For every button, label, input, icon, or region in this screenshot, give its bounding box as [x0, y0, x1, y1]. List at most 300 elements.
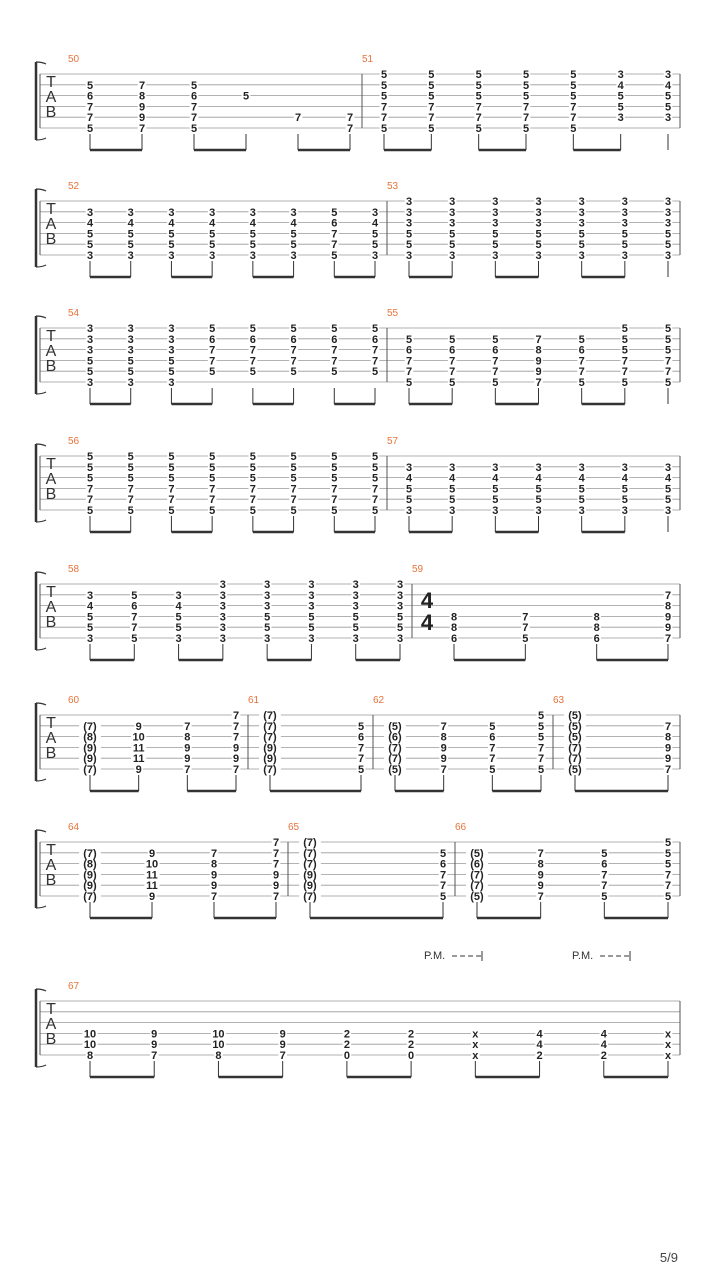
- fret-number: 3: [371, 250, 379, 262]
- fret-number: 4: [371, 217, 379, 230]
- fret-number: 3: [168, 333, 175, 346]
- fret-number: 3: [535, 461, 542, 474]
- fret-number: 5: [331, 461, 338, 474]
- fret-number: 5: [449, 377, 456, 389]
- fret-number: 3: [371, 206, 379, 219]
- fret-number: 3: [168, 250, 175, 262]
- fret-number: 4: [492, 472, 499, 485]
- fret-number: 5: [449, 239, 456, 252]
- fret-number: 3: [219, 600, 226, 613]
- fret-number: 5: [405, 228, 413, 241]
- fret-number: 7: [346, 123, 354, 135]
- fret-number: 5: [570, 90, 577, 103]
- fret-number: 9: [184, 742, 191, 755]
- fret-number: 3: [664, 217, 672, 230]
- fret-number: 5: [249, 366, 256, 379]
- fret-number: 8: [664, 600, 672, 613]
- fret-number: (7): [303, 837, 317, 849]
- fret-number: 9: [535, 366, 542, 379]
- fret-number: (5): [388, 764, 402, 776]
- fret-number: (9): [83, 742, 97, 755]
- fret-number: 5: [357, 764, 365, 776]
- tab-clef-letter: T: [46, 584, 56, 601]
- fret-number: 3: [621, 505, 628, 517]
- system-bracket: [36, 779, 46, 781]
- system-bracket: [36, 906, 46, 908]
- fret-number: 3: [492, 196, 499, 208]
- fret-number: (7): [568, 742, 582, 755]
- fret-number: 3: [168, 377, 175, 389]
- fret-number: 6: [371, 333, 379, 346]
- fret-number: 9: [272, 869, 280, 882]
- tab-clef-letter: A: [45, 216, 57, 233]
- fret-number: 8: [537, 858, 544, 871]
- fret-number: 5: [664, 101, 672, 114]
- fret-number: 5: [290, 239, 297, 252]
- fret-number: 3: [492, 505, 499, 517]
- fret-number: 6: [601, 858, 608, 871]
- fret-number: 6: [593, 633, 600, 645]
- fret-number: 4: [536, 1028, 543, 1041]
- fret-number: 7: [664, 589, 672, 602]
- fret-number: 3: [492, 250, 499, 262]
- fret-number: 5: [405, 239, 413, 252]
- fret-number: (7): [388, 742, 402, 755]
- fret-number: (5): [568, 731, 582, 744]
- fret-number: (7): [263, 720, 277, 733]
- fret-number: 3: [664, 206, 672, 219]
- fret-number: 5: [664, 377, 672, 389]
- fret-number: 3: [664, 505, 672, 517]
- fret-number: 8: [440, 731, 447, 744]
- system-bracket: [36, 703, 46, 705]
- fret-number: 7: [380, 101, 388, 114]
- fret-number: 7: [249, 494, 256, 507]
- fret-number: 5: [537, 764, 545, 776]
- fret-number: (5): [568, 764, 582, 776]
- fret-number: 5: [664, 228, 672, 241]
- fret-number: 5: [428, 69, 435, 81]
- fret-number: (6): [470, 858, 484, 871]
- fret-number: 11: [132, 742, 145, 755]
- fret-number: 3: [352, 579, 359, 591]
- fret-number: 5: [405, 494, 413, 507]
- fret-number: 7: [570, 112, 577, 125]
- fret-number: 7: [664, 355, 672, 368]
- fret-number: 3: [396, 633, 404, 645]
- fret-number: 7: [489, 753, 496, 766]
- fret-number: 7: [522, 622, 529, 635]
- fret-number: 7: [86, 483, 94, 496]
- fret-number: 5: [209, 228, 216, 241]
- fret-number: 7: [535, 377, 542, 389]
- palm-mute-label: P.M.: [572, 950, 594, 962]
- fret-number: 7: [151, 1050, 158, 1062]
- fret-number: 8: [535, 344, 542, 357]
- fret-number: 5: [428, 79, 435, 92]
- fret-number: 7: [249, 344, 256, 357]
- fret-number: 5: [489, 720, 496, 733]
- fret-number: 5: [249, 505, 256, 517]
- fret-number: 5: [127, 472, 134, 485]
- fret-number: 4: [168, 217, 175, 230]
- fret-number: 5: [86, 228, 94, 241]
- fret-number: 5: [428, 90, 435, 103]
- fret-number: 5: [86, 611, 94, 624]
- fret-number: 3: [308, 589, 315, 602]
- fret-number: 3: [664, 112, 672, 125]
- system-bracket: [36, 265, 46, 267]
- fret-number: 7: [209, 494, 216, 507]
- fret-number: 5: [371, 505, 379, 517]
- fret-number: 7: [621, 355, 628, 368]
- fret-number: 5: [127, 228, 134, 241]
- fret-number: 5: [578, 377, 585, 389]
- fret-number: 3: [352, 633, 359, 645]
- fret-number: 4: [621, 472, 628, 485]
- fret-number: 3: [219, 579, 226, 591]
- system-bracket: [36, 392, 46, 394]
- fret-number: 5: [86, 472, 94, 485]
- fret-number: 3: [290, 206, 297, 219]
- fret-number: 3: [127, 333, 134, 346]
- measure-number: 66: [455, 822, 467, 833]
- fret-number: 3: [405, 461, 413, 474]
- fret-number: 7: [290, 344, 297, 357]
- time-signature-top: 4: [420, 588, 434, 613]
- fret-number: (7): [263, 731, 277, 744]
- fret-number: 4: [578, 472, 585, 485]
- fret-number: 3: [405, 505, 413, 517]
- fret-number: 7: [346, 112, 354, 125]
- fret-number: 9: [148, 891, 156, 903]
- fret-number: 3: [86, 333, 94, 346]
- fret-number: 5: [428, 123, 435, 135]
- fret-number: 7: [131, 611, 138, 624]
- fret-number: 5: [331, 472, 338, 485]
- fret-number: 10: [132, 731, 145, 744]
- tab-clef-letter: A: [45, 89, 57, 106]
- fret-number: 7: [331, 483, 338, 496]
- fret-number: 9: [440, 742, 447, 755]
- fret-number: 3: [449, 196, 456, 208]
- fret-number: 3: [290, 250, 297, 262]
- fret-number: 5: [522, 633, 529, 645]
- fret-number: (8): [83, 731, 97, 744]
- fret-number: 7: [184, 720, 191, 733]
- fret-number: 3: [127, 377, 134, 389]
- fret-number: 5: [439, 847, 447, 860]
- fret-number: 7: [232, 720, 240, 733]
- fret-number: 3: [175, 589, 182, 602]
- fret-number: 5: [175, 611, 182, 624]
- fret-number: 3: [621, 250, 628, 262]
- fret-number: 6: [209, 333, 216, 346]
- fret-number: 3: [535, 206, 542, 219]
- fret-number: 7: [664, 880, 672, 893]
- fret-number: 7: [138, 79, 146, 92]
- fret-number: 6: [331, 217, 338, 230]
- fret-number: 5: [86, 79, 94, 92]
- fret-number: 7: [190, 112, 198, 125]
- fret-number: 5: [249, 239, 256, 252]
- tab-clef-letter: A: [45, 471, 57, 488]
- fret-number: 5: [371, 228, 379, 241]
- tab-clef-letter: B: [45, 358, 57, 375]
- fret-number: 5: [290, 472, 297, 485]
- fret-number: x: [472, 1039, 479, 1052]
- fret-number: 4: [249, 217, 256, 230]
- fret-number: 7: [475, 112, 482, 125]
- fret-number: 9: [440, 753, 447, 766]
- measure-number: 56: [68, 436, 80, 447]
- fret-number: 9: [148, 847, 156, 860]
- fret-number: 7: [439, 880, 447, 893]
- fret-number: x: [664, 1028, 672, 1041]
- fret-number: 5: [570, 123, 577, 135]
- fret-number: 9: [210, 880, 218, 893]
- fret-number: 5: [664, 333, 672, 346]
- fret-number: 7: [428, 112, 435, 125]
- fret-number: 5: [570, 79, 577, 92]
- system-bracket: [36, 138, 46, 140]
- fret-number: 3: [578, 196, 585, 208]
- fret-number: 3: [352, 600, 359, 613]
- fret-number: 3: [578, 206, 585, 219]
- tab-clef-letter: A: [45, 343, 57, 360]
- fret-number: 5: [537, 731, 545, 744]
- fret-number: (7): [568, 753, 582, 766]
- fret-number: 5: [601, 891, 608, 903]
- fret-number: 8: [664, 731, 672, 744]
- fret-number: 5: [352, 622, 359, 635]
- fret-number: 5: [535, 494, 542, 507]
- fret-number: 8: [210, 858, 218, 871]
- fret-number: 7: [537, 742, 545, 755]
- fret-number: 4: [86, 217, 94, 230]
- fret-number: 7: [331, 355, 338, 368]
- fret-number: 7: [86, 494, 94, 507]
- fret-number: 4: [405, 472, 413, 485]
- measure-number: 50: [68, 54, 80, 65]
- fret-number: 5: [209, 239, 216, 252]
- fret-number: 5: [168, 355, 175, 368]
- fret-number: 5: [190, 79, 198, 92]
- fret-number: 3: [168, 206, 175, 219]
- fret-number: 5: [522, 123, 530, 135]
- tab-clef-letter: B: [45, 745, 57, 762]
- fret-number: 5: [664, 837, 672, 849]
- fret-number: 7: [168, 494, 175, 507]
- fret-number: 3: [308, 600, 315, 613]
- fret-number: x: [472, 1050, 479, 1062]
- tab-clef-letter: B: [45, 231, 57, 248]
- fret-number: 8: [86, 1050, 94, 1062]
- fret-number: 5: [578, 228, 585, 241]
- fret-number: (7): [83, 764, 97, 776]
- system-bracket: [36, 316, 46, 318]
- fret-number: 5: [209, 505, 216, 517]
- fret-number: 5: [242, 90, 250, 103]
- fret-number: 5: [664, 891, 672, 903]
- fret-number: 7: [131, 622, 138, 635]
- fret-number: 9: [664, 742, 672, 755]
- fret-number: 7: [331, 239, 338, 252]
- fret-number: 3: [249, 250, 256, 262]
- fret-number: 9: [279, 1028, 286, 1041]
- fret-number: 7: [272, 847, 280, 860]
- fret-number: 5: [357, 720, 365, 733]
- fret-number: 3: [492, 461, 499, 474]
- fret-number: 9: [279, 1039, 286, 1052]
- fret-number: 7: [290, 483, 297, 496]
- measure-number: 61: [248, 695, 260, 706]
- fret-number: 7: [184, 764, 191, 776]
- time-signature-bottom: 4: [420, 610, 434, 635]
- tab-clef-letter: T: [46, 715, 56, 732]
- fret-number: 3: [535, 196, 542, 208]
- fret-number: 7: [601, 880, 608, 893]
- fret-number: 5: [290, 323, 297, 335]
- fret-number: (7): [470, 869, 484, 882]
- fret-number: 4: [600, 1039, 607, 1052]
- fret-number: 3: [249, 206, 256, 219]
- page-number: 5/9: [659, 1250, 678, 1265]
- fret-number: 5: [209, 451, 216, 463]
- fret-number: 5: [492, 483, 499, 496]
- fret-number: 5: [331, 366, 338, 379]
- fret-number: 5: [168, 228, 175, 241]
- fret-number: 5: [86, 451, 94, 463]
- measure-number: 54: [68, 308, 80, 319]
- fret-number: 7: [86, 112, 94, 125]
- tab-clef-letter: T: [46, 74, 56, 91]
- fret-number: 3: [396, 600, 404, 613]
- fret-number: 3: [264, 600, 271, 613]
- tab-clef-letter: A: [45, 857, 57, 874]
- fret-number: 3: [264, 579, 271, 591]
- measure-number: 59: [412, 564, 424, 575]
- fret-number: 5: [209, 366, 216, 379]
- fret-number: 5: [86, 366, 94, 379]
- fret-number: (7): [83, 847, 97, 860]
- fret-number: 7: [357, 742, 365, 755]
- fret-number: 5: [371, 472, 379, 485]
- fret-number: 8: [184, 731, 191, 744]
- fret-number: 7: [168, 483, 175, 496]
- fret-number: 8: [450, 611, 458, 624]
- fret-number: 3: [617, 69, 624, 81]
- fret-number: 5: [522, 69, 530, 81]
- fret-number: 2: [600, 1050, 607, 1062]
- fret-number: 5: [308, 622, 315, 635]
- fret-number: (5): [388, 720, 402, 733]
- fret-number: 7: [86, 101, 94, 114]
- fret-number: 4: [127, 217, 134, 230]
- fret-number: 5: [537, 720, 545, 733]
- fret-number: 5: [168, 472, 175, 485]
- fret-number: 5: [492, 333, 499, 346]
- fret-number: 7: [209, 355, 216, 368]
- fret-number: 5: [664, 239, 672, 252]
- fret-number: 5: [331, 206, 338, 219]
- fret-number: 7: [249, 483, 256, 496]
- tab-clef-letter: B: [45, 614, 57, 631]
- fret-number: 5: [131, 633, 138, 645]
- tab-clef-letter: T: [46, 1001, 56, 1018]
- fret-number: 5: [535, 483, 542, 496]
- fret-number: 5: [522, 79, 530, 92]
- fret-number: 7: [371, 355, 379, 368]
- fret-number: 5: [492, 228, 499, 241]
- fret-number: 5: [621, 228, 628, 241]
- fret-number: 5: [664, 323, 672, 335]
- fret-number: 7: [664, 869, 672, 882]
- measure-number: 65: [288, 822, 300, 833]
- fret-number: x: [664, 1039, 672, 1052]
- fret-number: 3: [127, 344, 134, 357]
- fret-number: 7: [127, 483, 134, 496]
- fret-number: 5: [405, 483, 413, 496]
- fret-number: 7: [357, 753, 365, 766]
- fret-number: 5: [131, 589, 138, 602]
- tab-clef-letter: A: [45, 1016, 57, 1033]
- fret-number: 5: [168, 505, 175, 517]
- fret-number: 3: [219, 622, 226, 635]
- fret-number: 7: [371, 494, 379, 507]
- fret-number: 9: [135, 720, 142, 733]
- fret-number: (9): [303, 880, 317, 893]
- fret-number: 5: [371, 366, 379, 379]
- fret-number: 7: [294, 112, 302, 125]
- tab-clef-letter: T: [46, 842, 56, 859]
- fret-number: 10: [212, 1028, 225, 1041]
- fret-number: 5: [86, 239, 94, 252]
- fret-number: 5: [396, 611, 404, 624]
- fret-number: 3: [127, 323, 134, 335]
- fret-number: 7: [279, 1050, 286, 1062]
- system-bracket: [36, 189, 46, 191]
- fret-number: 7: [272, 837, 280, 849]
- measure-number: 64: [68, 822, 80, 833]
- fret-number: 6: [131, 600, 138, 613]
- tab-clef-letter: T: [46, 201, 56, 218]
- fret-number: 5: [439, 891, 447, 903]
- fret-number: 3: [168, 323, 175, 335]
- fret-number: 7: [272, 891, 280, 903]
- fret-number: 3: [449, 217, 456, 230]
- fret-number: 5: [264, 622, 271, 635]
- fret-number: 5: [601, 847, 608, 860]
- measure-number: 63: [553, 695, 565, 706]
- fret-number: 2: [408, 1039, 415, 1052]
- fret-number: 9: [151, 1028, 158, 1041]
- tab-clef-letter: B: [45, 872, 57, 889]
- fret-number: 5: [380, 90, 388, 103]
- fret-number: 7: [489, 742, 496, 755]
- fret-number: 3: [352, 589, 359, 602]
- fret-number: 3: [535, 217, 542, 230]
- fret-number: 5: [449, 483, 456, 496]
- fret-number: 7: [522, 611, 529, 624]
- fret-number: 5: [264, 611, 271, 624]
- fret-number: 5: [578, 494, 585, 507]
- system-bracket: [36, 444, 46, 446]
- fret-number: 5: [209, 472, 216, 485]
- fret-number: 7: [209, 344, 216, 357]
- fret-number: 6: [249, 333, 256, 346]
- fret-number: 11: [132, 753, 145, 766]
